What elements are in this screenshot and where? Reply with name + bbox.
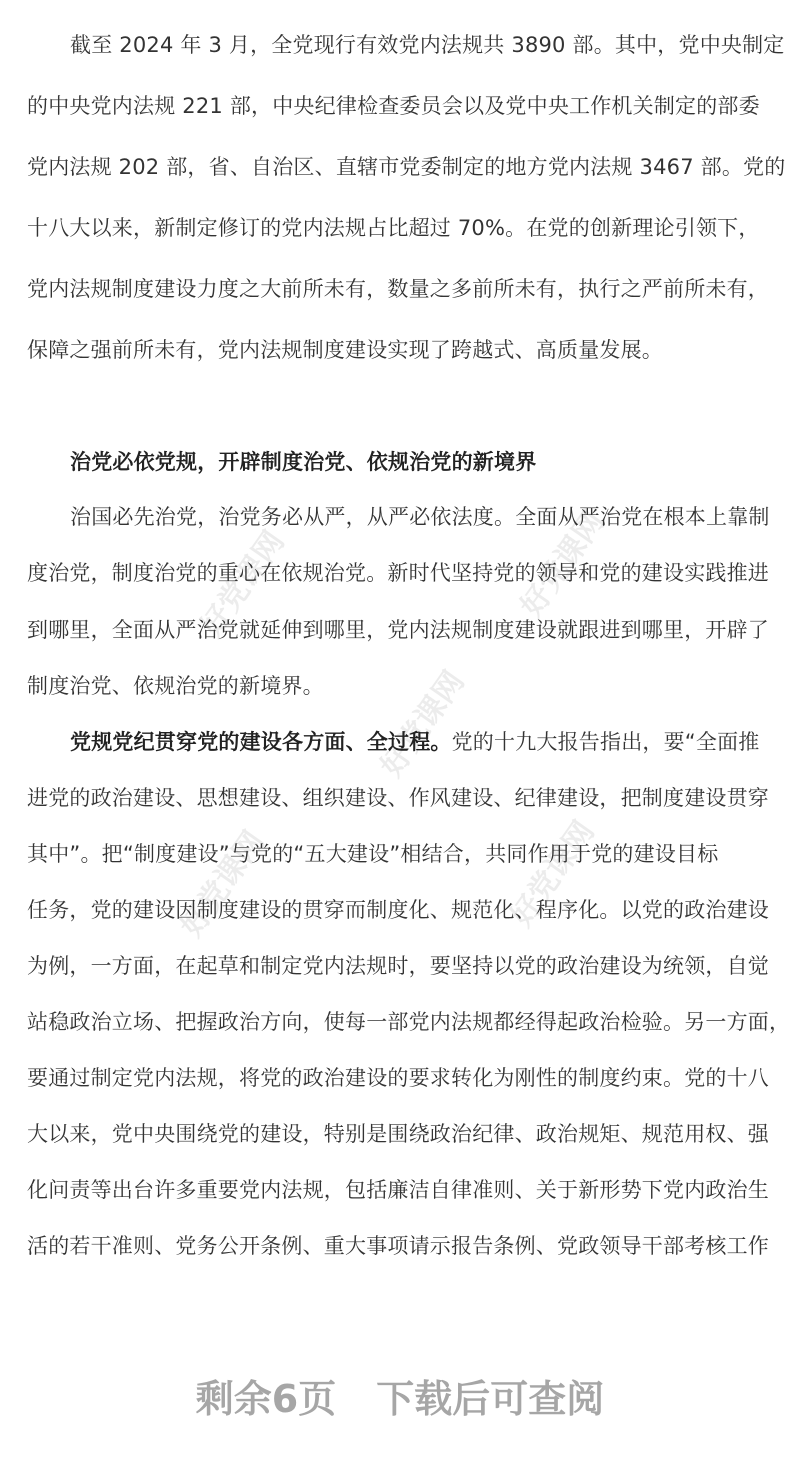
section-heading: 治党必依党规，开辟制度治党、依规治党的新境界 (70, 450, 537, 474)
text-line: 大以来，党中央围绕党的建设，特别是围绕政治纪律、政治规矩、规范用权、强 (27, 1122, 769, 1146)
watermark: 好党课网 (194, 524, 292, 644)
text-line: 十八大以来，新制定修订的党内法规占比超过 70%。在党的创新理论引领下， (27, 216, 760, 240)
text-line: 化问责等出台许多重要党内法规，包括廉洁自律准则、关于新形势下党内政治生 (27, 1178, 769, 1202)
remaining-pages-label: 剩余6页 (195, 1377, 337, 1421)
text-line: 截至 2024 年 3 月，全党现行有效党内法规共 3890 部。其中，党中央制定 (70, 33, 785, 57)
text-span: 党的十九大报告指出，要“全面推 (451, 730, 760, 754)
text-line: 站稳政治立场、把握政治方向，使每一部党内法规都经得起政治检验。另一方面， (27, 1010, 791, 1034)
text-line: 要通过制定党内法规，将党的政治建设的要求转化为刚性的制度约束。党的十八 (27, 1066, 769, 1090)
text-line: 治国必先治党，治党务必从严，从严必依法度。全面从严治党在根本上靠制 (70, 505, 770, 529)
text-line: 其中”。把“制度建设”与党的“五大建设”相结合，共同作用于党的建设目标 (27, 842, 719, 866)
download-to-view-label[interactable]: 下载后可查阅 (376, 1377, 605, 1421)
watermark: 好党课网 (174, 824, 272, 944)
text-line: 进党的政治建设、思想建设、组织建设、作风建设、纪律建设，把制度建设贯穿 (27, 786, 769, 810)
text-line: 制度治党、依规治党的新境界。 (27, 674, 324, 698)
watermark: 好党课网 (514, 504, 612, 624)
watermark: 好党课网 (374, 664, 472, 784)
download-prompt[interactable] (0, 1368, 800, 1423)
text-line: 的中央党内法规 221 部，中央纪律检查委员会以及党中央工作机关制定的部委 (27, 94, 760, 118)
text-line: 度治党，制度治党的重心在依规治党。新时代坚持党的领导和党的建设实践推进 (27, 561, 769, 585)
text-line (70, 728, 800, 756)
text-line: 为例，一方面，在起草和制定党内法规时，要坚持以党的政治建设为统领，自觉 (27, 954, 769, 978)
bold-lead: 党规党纪贯穿党的建设各方面、全过程。 (70, 730, 452, 754)
watermark: 好党课网 (504, 814, 602, 934)
text-line: 到哪里，全面从严治党就延伸到哪里，党内法规制度建设就跟进到哪里，开辟了 (27, 618, 769, 642)
text-line: 保障之强前所未有，党内法规制度建设实现了跨越式、高质量发展。 (27, 338, 663, 362)
text-line: 任务，党的建设因制度建设的贯穿而制度化、规范化、程序化。以党的政治建设 (27, 898, 769, 922)
text-line: 党内法规 202 部，省、自治区、直辖市党委制定的地方党内法规 3467 部。党的 (27, 155, 786, 179)
text-line: 党内法规制度建设力度之大前所未有，数量之多前所未有，执行之严前所未有， (27, 277, 769, 301)
text-line: 活的若干准则、党务公开条例、重大事项请示报告条例、党政领导干部考核工作 (27, 1234, 769, 1258)
